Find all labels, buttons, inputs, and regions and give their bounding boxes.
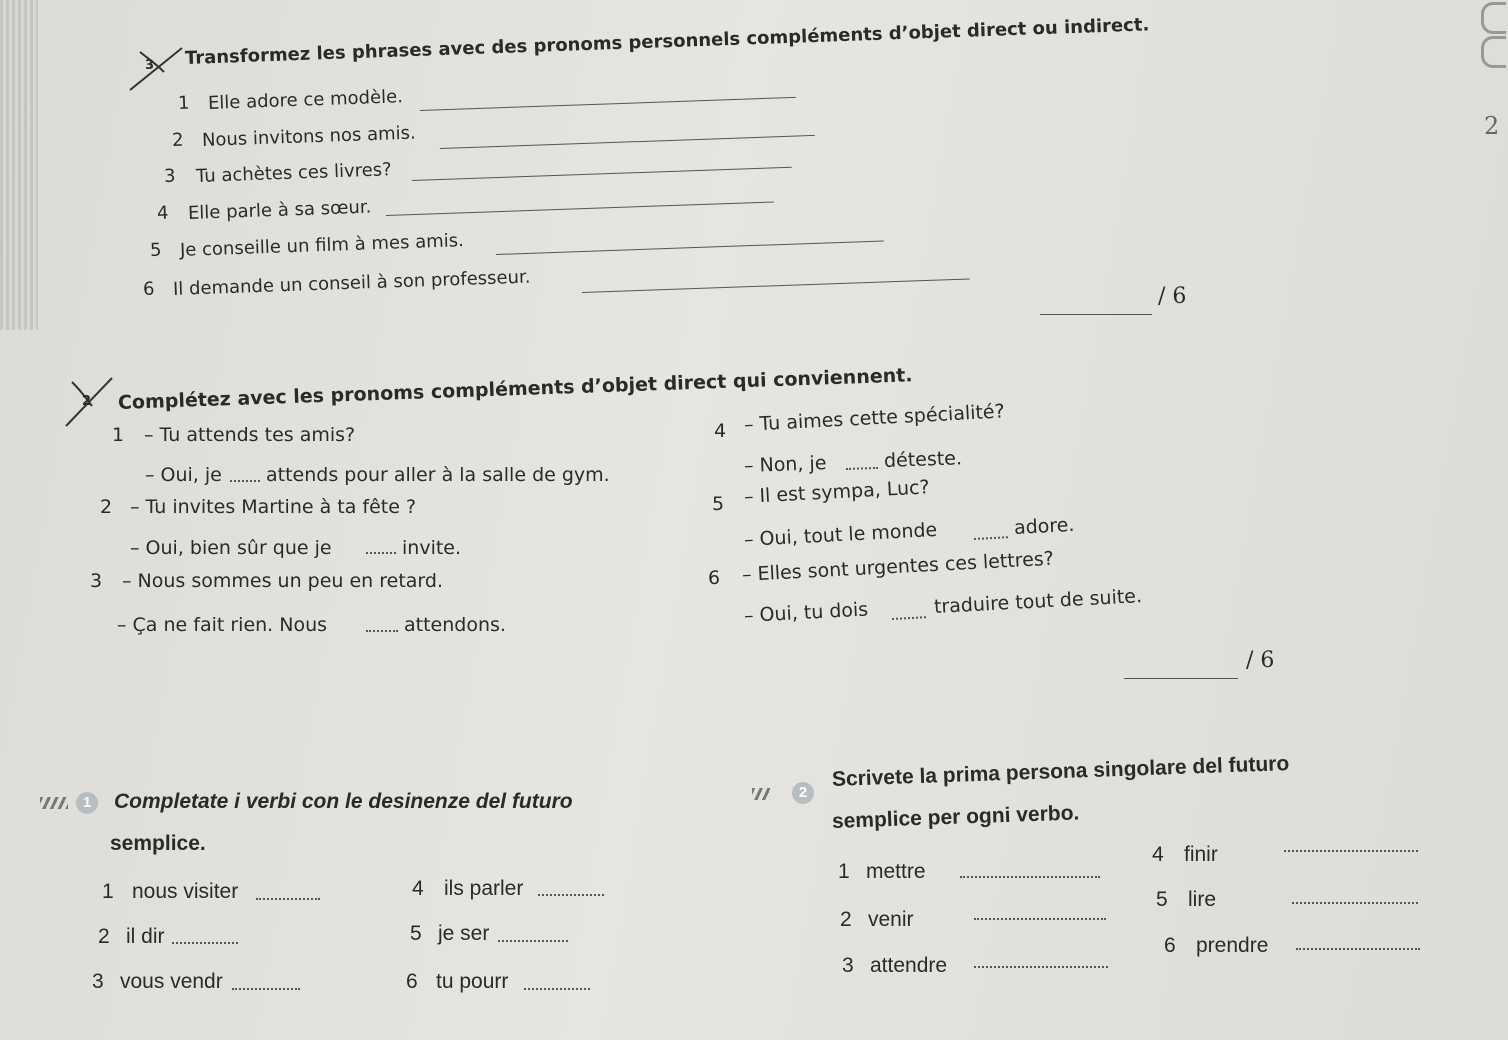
item-answer-start: – Oui, je [145, 464, 222, 486]
item-number: 6 [406, 970, 418, 993]
item-sentence: Il demande un conseil à son professeur. [172, 266, 531, 300]
item-answer-end: déteste. [883, 447, 963, 472]
answer-line[interactable] [412, 167, 792, 181]
binder-rings [1478, 0, 1508, 70]
blank-field[interactable] [232, 988, 300, 990]
blank-field[interactable] [846, 467, 878, 470]
answer-line[interactable] [496, 240, 884, 255]
item-sentence: Nous invitons nos amis. [201, 122, 417, 151]
item-number: 6 [1164, 934, 1176, 957]
verb-infinitive: mettre [866, 860, 926, 883]
item-question: – Elles sont urgentes ces lettres? [741, 547, 1055, 586]
item-number: 4 [412, 877, 424, 900]
exercise-number-badge: 1 [76, 792, 98, 814]
verb-stem: vous vendr [120, 970, 223, 993]
item-number: 1 [177, 92, 190, 114]
blank-field[interactable] [1292, 902, 1418, 904]
answer-line[interactable] [582, 278, 970, 293]
exercise-instruction-continued: semplice per ogni verbo. [831, 801, 1080, 833]
exercise-instruction: Completate i verbi con le desinenze del futuro [114, 790, 573, 813]
score-total: / 6 [1158, 284, 1187, 309]
blank-field[interactable] [524, 988, 590, 990]
answer-line[interactable] [440, 135, 815, 149]
item-number: 2 [100, 496, 113, 518]
item-question: – Nous sommes un peu en retard. [122, 570, 444, 592]
binder-ring [1481, 2, 1506, 34]
item-number: 2 [98, 925, 110, 948]
item-question: – Tu aimes cette spécialité? [743, 400, 1006, 436]
score-line[interactable] [1040, 314, 1152, 315]
item-answer-end: attendons. [404, 614, 506, 636]
item-number: 5 [712, 493, 725, 515]
item-number: 3 [163, 165, 176, 187]
item-number: 4 [714, 420, 727, 442]
item-answer-start: – Oui, tu dois [743, 598, 869, 627]
item-number: 6 [142, 278, 155, 300]
exercise-number: 2 [82, 394, 92, 409]
binder-ring [1481, 36, 1506, 68]
item-number: 6 [708, 567, 721, 589]
blank-field[interactable] [366, 630, 398, 632]
item-number: 1 [838, 860, 850, 883]
blank-field[interactable] [1296, 948, 1420, 950]
notebook-edge [0, 0, 38, 330]
item-sentence: Elle parle à sa sœur. [187, 196, 372, 224]
item-sentence: Elle adore ce modèle. [207, 86, 404, 114]
verb-stem: nous visiter [132, 880, 239, 903]
blank-field[interactable] [892, 616, 926, 620]
score-line[interactable] [1124, 678, 1238, 679]
exercise-number-badge: 2 [792, 782, 814, 804]
item-number: 3 [92, 970, 104, 993]
difficulty-marker-icon [40, 797, 68, 809]
item-number: 5 [410, 922, 422, 945]
exercise-instruction: Transformez les phrases avec des pronoms personnels compléments d’objet direct ou indirect. [184, 14, 1150, 69]
blank-field[interactable] [172, 942, 238, 944]
exercise-instruction: Scrivete la prima persona singolare del futuro [831, 752, 1290, 791]
verb-infinitive: attendre [870, 954, 948, 977]
exercise-instruction: Complétez avec les pronoms compléments d’objet direct qui conviennent. [117, 364, 913, 414]
blank-field[interactable] [538, 894, 604, 896]
verb-stem: ils parler [444, 877, 524, 900]
item-number: 3 [90, 570, 103, 592]
verb-stem: il dir [126, 925, 165, 948]
item-number: 5 [1156, 888, 1168, 911]
item-answer-end: traduire tout de suite. [933, 585, 1143, 618]
item-question: – Il est sympa, Luc? [743, 476, 931, 508]
item-number: 3 [842, 954, 854, 977]
item-number: 5 [149, 239, 162, 261]
verb-infinitive: venir [868, 908, 914, 931]
blank-field[interactable] [974, 918, 1106, 920]
item-number: 2 [171, 129, 184, 151]
handwritten-margin-note: 2 [1484, 112, 1500, 140]
verb-stem: je ser [438, 922, 490, 945]
verb-stem: tu pourr [436, 970, 509, 993]
item-answer-end: attends pour aller à la salle de gym. [266, 464, 610, 486]
score-total: / 6 [1246, 648, 1275, 673]
item-number: 1 [112, 424, 125, 446]
answer-line[interactable] [386, 201, 774, 216]
item-answer-start: – Oui, bien sûr que je [130, 537, 332, 559]
blank-field[interactable] [960, 876, 1100, 878]
blank-field[interactable] [498, 940, 568, 942]
blank-field[interactable] [1284, 850, 1418, 852]
exercise-number: 3 [144, 57, 155, 73]
pencil-cross-mark [120, 40, 190, 95]
blank-field[interactable] [974, 966, 1108, 968]
verb-infinitive: lire [1188, 888, 1217, 911]
item-answer-end: adore. [1013, 513, 1075, 539]
difficulty-marker-icon [752, 788, 770, 800]
item-answer-start: – Oui, tout le monde [743, 518, 938, 551]
item-number: 4 [1152, 843, 1164, 866]
item-question: – Tu invites Martine à ta fête ? [130, 496, 417, 518]
item-question: – Tu attends tes amis? [144, 424, 356, 446]
verb-infinitive: finir [1184, 843, 1218, 866]
answer-line[interactable] [420, 97, 796, 111]
blank-field[interactable] [256, 898, 320, 900]
item-answer-start: – Ça ne fait rien. Nous [117, 614, 328, 636]
item-answer-start: – Non, je [743, 452, 827, 477]
item-number: 4 [156, 202, 169, 224]
exercise-instruction-continued: semplice. [110, 832, 206, 855]
item-number: 2 [840, 908, 852, 931]
blank-field[interactable] [974, 536, 1008, 540]
item-answer-end: invite. [402, 537, 462, 559]
item-sentence: Tu achètes ces livres? [195, 159, 393, 187]
item-sentence: Je conseille un film à mes amis. [179, 230, 465, 261]
blank-field[interactable] [230, 480, 260, 482]
verb-infinitive: prendre [1196, 934, 1269, 957]
item-number: 1 [102, 880, 114, 903]
blank-field[interactable] [366, 552, 396, 554]
